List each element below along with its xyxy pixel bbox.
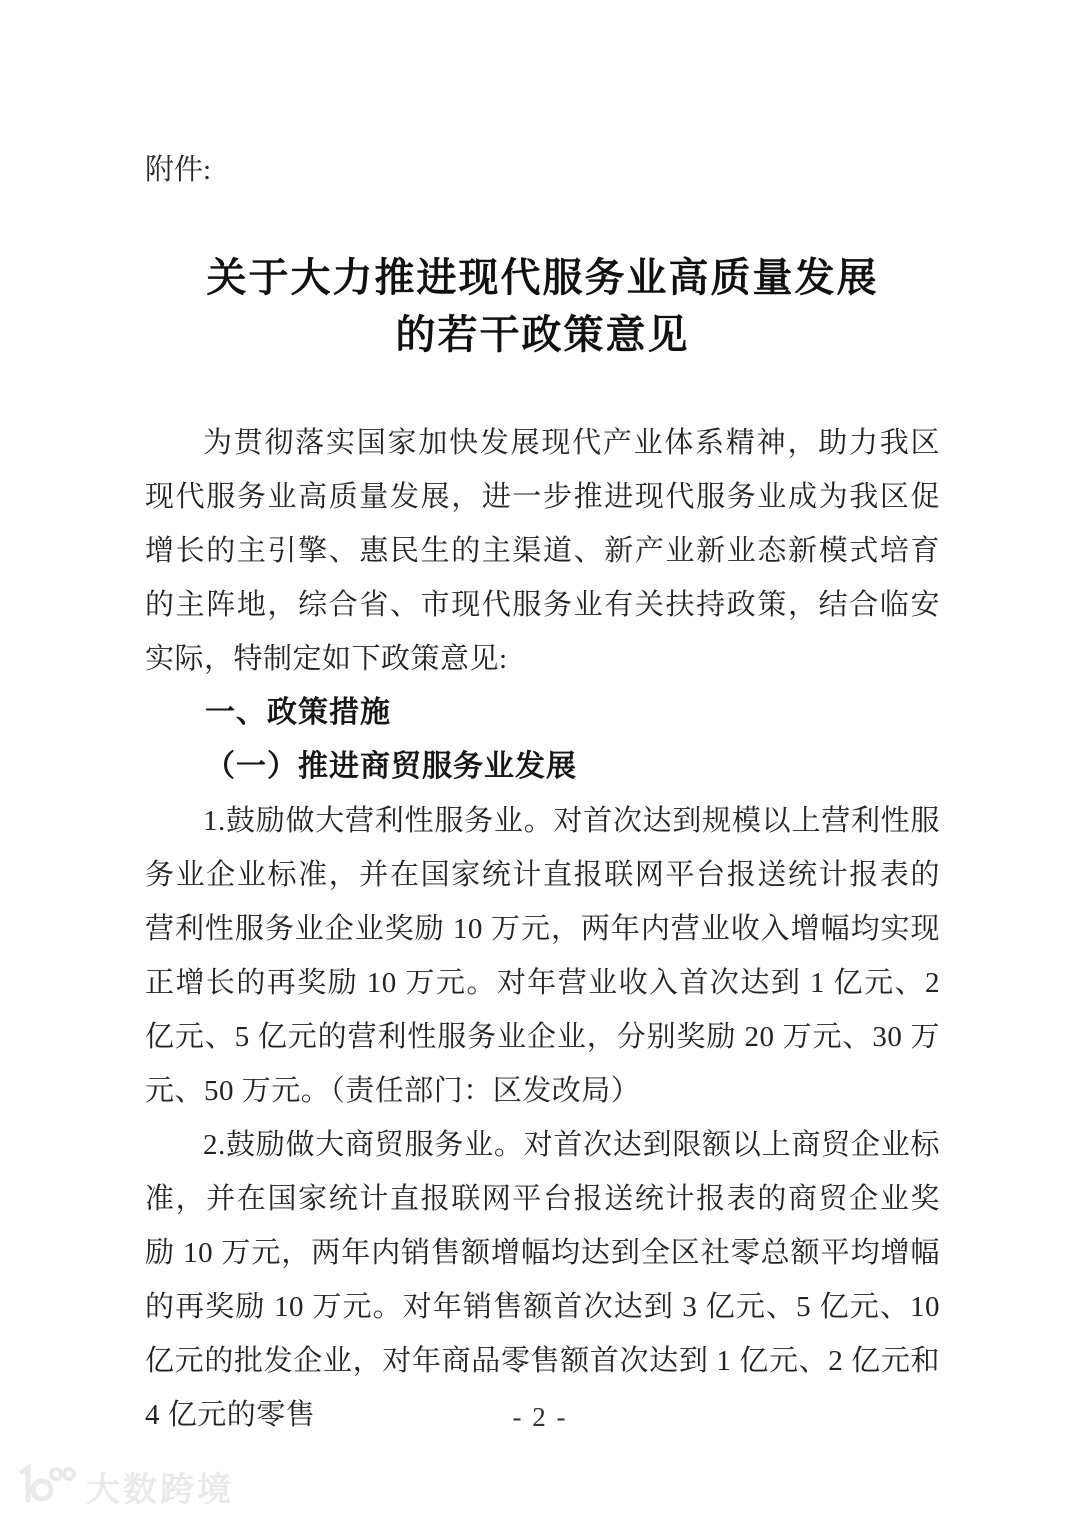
document-title xyxy=(145,250,940,364)
dashu-kuajing-logo-icon xyxy=(14,1462,76,1511)
title-line-2: 的若干政策意见 xyxy=(395,313,690,357)
policy-item-1: 1.鼓励做大营利性服务业。对首次达到规模以上营利性服务业企业标准，并在国家统计直报联网平台报送统计报表的营利性服务业企业奖励 10 万元，两年内营业收入增幅均实现正增长的再奖励 10 万元。对年营业收入首次达到 1 亿元、2 亿元、5 亿元的营利性服务业企业，分别奖励 20 万元、30 万元、50 万元。（责任部门：区发改局） xyxy=(145,805,940,1107)
subsection-heading-commerce-services: （一）推进商贸服务业发展 xyxy=(205,750,577,783)
page-number: - 2 - xyxy=(512,1402,568,1432)
watermark xyxy=(14,1462,234,1511)
section-heading-policy-measures: 一、政策措施 xyxy=(205,696,391,729)
attachment-label: 附件: xyxy=(145,154,212,186)
title-line-1: 关于大力推进现代服务业高质量发展 xyxy=(206,256,879,300)
watermark-text: 大数跨境 xyxy=(86,1471,234,1509)
intro-paragraph: 为贯彻落实国家加快发展现代产业体系精神，助力我区现代服务业高质量发展，进一步推进现代服务业成为我区促增长的主引擎、惠民生的主渠道、新产业新业态新模式培育的主阵地，综合省、市现代服务业有关扶持政策，结合临安实际，特制定如下政策意见: xyxy=(145,427,940,675)
policy-item-2: 2.鼓励做大商贸服务业。对首次达到限额以上商贸企业标准，并在国家统计直报联网平台报送统计报表的商贸企业奖励 10 万元，两年内销售额增幅均达到全区社零总额平均增幅的再奖励 10 万元。对年销售额首次达到 3 亿元、5 亿元、10 亿元的批发企业，对年商品零售额首次达到 1 亿元、2 亿元和 4 亿元的零售 xyxy=(145,1129,940,1431)
document-body xyxy=(145,416,940,1442)
